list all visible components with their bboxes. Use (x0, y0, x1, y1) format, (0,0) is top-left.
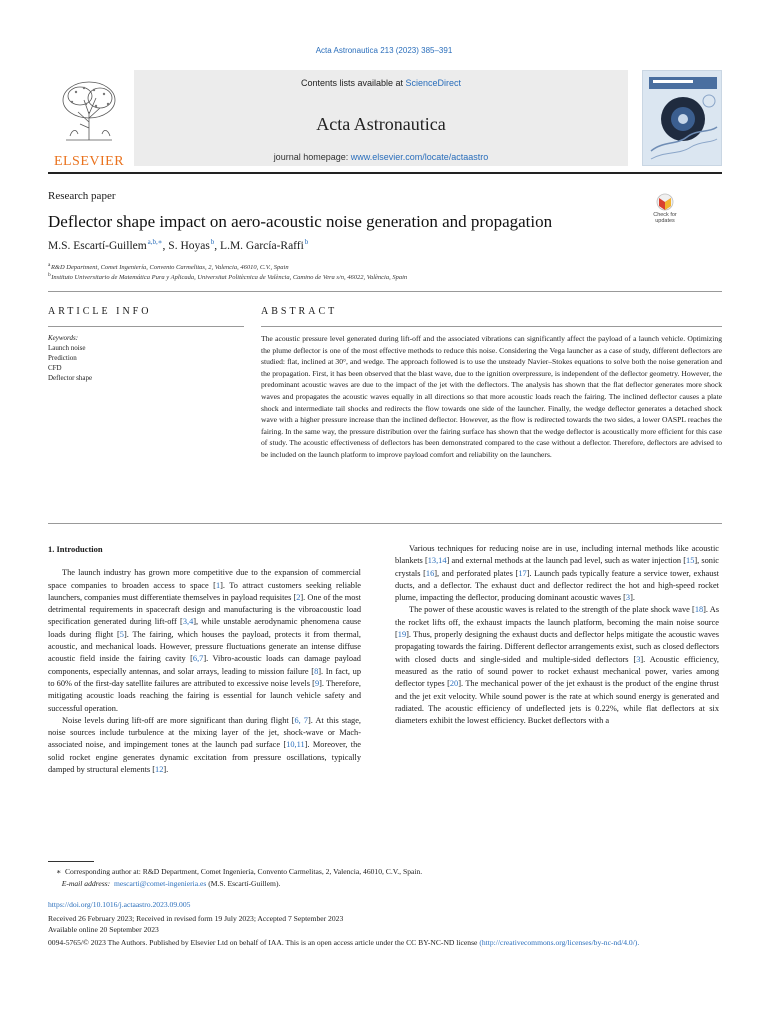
paragraph-text: Noise levels during lift-off are more significant than during flight [ (62, 715, 295, 725)
email-footnote (56, 878, 280, 889)
paragraph-text: Various techniques for reducing noise are in use, including internal methods like acoustic blankets [ (395, 544, 719, 566)
keyword-item: CFD (48, 364, 62, 372)
citation-link[interactable]: 13,14 (427, 556, 447, 566)
keyword-item: Launch noise (48, 344, 86, 352)
paragraph (48, 715, 361, 776)
author-name[interactable]: M.S. Escartí-Guillem (48, 239, 147, 252)
paragraph-text: ]. Thus, properly designing the exhaust ducts and deflector helps mitigate the acoustic waves propagating towards the fairing. Different deflector arrangements exist, such as closed deflectors with closed ducts and single-sided and multiple-sided deflectors [ (395, 630, 719, 664)
footnote-marker: ∗ (56, 867, 62, 876)
citation-link[interactable]: 1 (215, 580, 221, 590)
affiliation-text: Instituto Universitario de Matemática Pura y Aplicada, Universitat Politècnica de València, Camino de Vera s/n, 46022, València, Spain (51, 274, 408, 282)
publisher-logo[interactable] (48, 72, 130, 168)
header-divider (48, 291, 722, 292)
license-text: 0094-5765/© 2023 The Authors. Published by Elsevier Ltd on behalf of IAA. This is an open access article under the CC BY-NC-ND license (48, 938, 478, 947)
paragraph-text: ]. The mechanical power of the jet exhaust is the product of the engine thrust and the jet exit velocity. While sound power is the rate at which sound energy is generated and radiated. The acoustic efficiency of undeflected jets is 0.22%, while flat deflectors at six diameters exhibit the lowest efficiency. Bucket deflectors with a (395, 679, 719, 726)
paragraph-text: ]. Acoustic efficiency, measured as the ratio of sound power to rocket exhaust mechanical power, varies among deflector types [ (395, 654, 719, 689)
check-for-updates-label (645, 212, 685, 224)
doi-link[interactable]: https://doi.org/10.1016/j.actaastro.2023.09.005 (48, 900, 191, 909)
abstract-rule (261, 326, 722, 327)
check-label-line2: updates (655, 218, 675, 224)
paragraph-text: ]. In fact, up to 60% of the first-day satellite failures are attributed to excessive noise levels [ (48, 666, 361, 688)
email-label: E-mail address: (61, 879, 111, 888)
homepage-link[interactable]: www.elsevier.com/locate/actaastro (350, 152, 489, 162)
affiliation-marker: b (48, 272, 51, 278)
paragraph-text: ], and perforated plates [ (434, 568, 519, 578)
paragraph-text: ]. At this stage, noise sources include turbulence at the mixing layer of the jet, shock-wave or Mach-associated noise, and impingement tones at the launch pad surface [ (48, 715, 362, 750)
citation-link[interactable]: 10,11 (286, 740, 305, 750)
keyword-item: Deflector shape (48, 374, 93, 382)
paragraph (48, 567, 361, 715)
paragraph-text: ]. The fairing, which houses the payload, protects it from thermal, acoustic, and mechanical loads. However, pressure fluctuations generate an intense diffuse acoustic field inside the fairing cavity [ (48, 629, 361, 664)
paragraph-text: ], sonic crystals [ (395, 556, 720, 578)
email-suffix: (M.S. Escartí-Guillem). (208, 879, 281, 888)
affiliation-b (48, 272, 407, 281)
abstract-heading: ABSTRACT (261, 306, 338, 317)
license-link[interactable]: (http://creativecommons.org/licenses/by-nc-nd/4.0/). (479, 938, 640, 947)
received-dates: Received 26 February 2023; Received in revised form 19 July 2023; Accepted 7 September 2023 (48, 914, 344, 923)
homepage-prefix: journal homepage: (273, 152, 351, 162)
affiliation-text: R&D Department, Comet Ingeniería, Convento Carmelitas, 2, Valencia, 46010, C.V., Spain (50, 264, 289, 272)
citation-link[interactable]: 18 (694, 605, 704, 615)
citation-link[interactable]: 17 (518, 568, 527, 578)
citation-link[interactable]: 15 (686, 556, 695, 566)
citation-link[interactable]: 5 (119, 629, 124, 639)
paragraph-text: ]. Moreover, the solid rocket engine generates dynamic excitation from pressure oscillations, typically damped by structural elements [ (48, 740, 361, 775)
footnote-rule (48, 861, 94, 862)
keyword-item: Prediction (48, 354, 77, 362)
corresponding-author-footnote (56, 866, 422, 877)
article-info-heading: ARTICLE INFO (48, 306, 152, 317)
citation-link[interactable]: 19 (397, 630, 407, 640)
abstract-text: The acoustic pressure level generated during lift-off and the associated vibrations can significantly affect the payload of a launch vehicle. Optimizing the plume deflector is one of the most effective methods to reduce this noise. Considering the Vega launcher as a case of study, different deflectors are studied: flat, inclined at 30°, and wedge. The approach followed is to use the unsteady Navier–Stokes equations to solve both the noise generation and the propagation. First, it has been observed that the blast wave, due to the ignition overpressure, is independent of the deflector geometry. However, the predominant acoustic waves are due to the impact of the jet with the deflectors. The analysis has shown that the flat deflector generates more shock waves and propagates the acoustic waves equally in all directions so that more acoustic loads reach the fairing. The inclined deflector causes a plate shock and intermediate tail shocks and redirects the flow towards one side of the launcher. Finally, the wedge deflector generates a detached shock wave with a higher pressure increase than the inclined deflector. However, as the flow is redirected towards the two sides, a lower OASPL reaches the fairing. In the same way, the pressure distribution over the fairing surface has shown that the wedge deflector is acoustically more efficient for this case of study. The acoustic effectiveness of deflectors has been demonstrated compared to the case without a deflector. Therefore, deflectors are advised to be included on the launch platform to improve payload comfort and reliability on the launchers. (261, 334, 722, 459)
paragraph-text: ], while unstable aerodynamic phenomena cause loads during flight [ (48, 617, 361, 639)
citation-link[interactable]: 9 (314, 678, 320, 688)
abstract-bottom-rule (48, 523, 722, 524)
article-title: Deflector shape impact on aero-acoustic noise generation and propagation (48, 212, 553, 231)
journal-masthead (48, 68, 722, 168)
body-column-left (48, 543, 361, 776)
author-affiliation-marker[interactable]: a,b,∗ (147, 238, 163, 246)
paragraph-text: ]. To attract customers seeking reliable launchers, companies must differentiate themselves in payload requisites [ (48, 580, 362, 602)
paragraph-text: The power of these acoustic waves is related to the strength of the plate shock wave [ (409, 605, 695, 615)
cover-art-icon (643, 71, 722, 166)
author-list: M.S. Escartí-Guillem $^{a,b,∗}$, S. Hoyas $^b$, L.M. García-Raffi $^b$ (48, 238, 309, 252)
citation-link[interactable]: 20 (449, 679, 459, 689)
contents-prefix: Contents lists available at (300, 78, 406, 88)
paragraph-text: ]. Vibro-acoustic loads can damage payload components, especially antennas, and solar arrays, leading to mission failure [ (48, 654, 361, 676)
citation-link[interactable]: 6,7 (192, 654, 204, 664)
online-date: Available online 20 September 2023 (48, 925, 159, 934)
masthead-center (134, 70, 628, 166)
journal-cover-thumbnail[interactable] (642, 70, 722, 166)
contents-line (134, 78, 628, 88)
affiliation-a (48, 262, 289, 271)
paragraph-text: ]. As the rocket lifts off, the exhaust impacts the launch platform, becoming the main noise source [ (395, 605, 719, 640)
sciencedirect-link[interactable]: ScienceDirect (405, 78, 462, 88)
paragraph-text: ]. (163, 765, 169, 775)
masthead-rule (48, 172, 722, 174)
author-affiliation-marker[interactable]: b (304, 238, 309, 246)
article-info-rule (48, 326, 244, 327)
publisher-name: ELSEVIER (53, 154, 125, 169)
journal-name: Acta Astronautica (316, 114, 446, 134)
citation-link[interactable]: 16 (425, 568, 435, 578)
paragraph-text: ]. Therefore, mitigating acoustic loads reaching the fairing is essential for launch vehicle safety and successful operation. (48, 678, 362, 713)
affiliation-marker: a (48, 262, 51, 268)
citation-link[interactable]: 12 (155, 765, 164, 775)
email-link[interactable]: mescarti@comet-ingenieria.es (113, 879, 207, 888)
citation-link[interactable]: 3 (636, 654, 641, 664)
elsevier-tree-icon (56, 78, 122, 144)
article-type: Research paper (48, 190, 116, 202)
license-statement (48, 937, 722, 949)
footnote-text: Corresponding author at: R&D Department, Comet Ingeniería, Convento Carmelitas, 2, Valencia, 46010, C.V., Spain. (64, 867, 423, 876)
citation-link[interactable]: 6, 7 (294, 715, 308, 725)
citation-link[interactable]: 8 (314, 666, 319, 676)
paragraph-text: ]. Launch pads typically feature a service tower, exhaust ducts, and a deflector. The exhaust duct and deflector redirect the hot and high-speed rocket plume, impacting the deflector, producing dominant acoustic waves [ (395, 568, 719, 603)
paragraph-text: ]. (630, 593, 635, 603)
section-heading: 1. Introduction (48, 544, 103, 554)
paragraph (395, 604, 719, 727)
paragraph (395, 543, 719, 604)
keywords-label: Keywords: (48, 334, 79, 342)
author-name[interactable]: L.M. García-Raffi (220, 239, 304, 252)
paragraph-text: ] and external methods at the launch pad level, such as water injection [ (446, 556, 687, 566)
homepage-line (134, 152, 628, 162)
paragraph-text: The launch industry has grown more competitive due to the expansion of commercial space companies to broaden access to space [ (48, 568, 361, 590)
citation-link[interactable]: 2 (296, 592, 301, 602)
author-affiliation-marker[interactable]: b (210, 238, 215, 246)
author-name[interactable]: S. Hoyas (168, 239, 210, 252)
journal-reference[interactable]: Acta Astronautica 213 (2023) 385–391 (315, 46, 453, 55)
citation-link[interactable]: 3 (625, 593, 631, 603)
citation-link[interactable]: 3,4 (182, 617, 194, 627)
paragraph-text: ]. One of the most detrimental requirements in spacecraft design and manufacturing is the vibroacoustic load specification generated during lift-off [ (48, 592, 362, 627)
check-label-line1: Check for (653, 212, 677, 218)
keywords-block (48, 333, 244, 383)
body-column-right (395, 543, 719, 727)
